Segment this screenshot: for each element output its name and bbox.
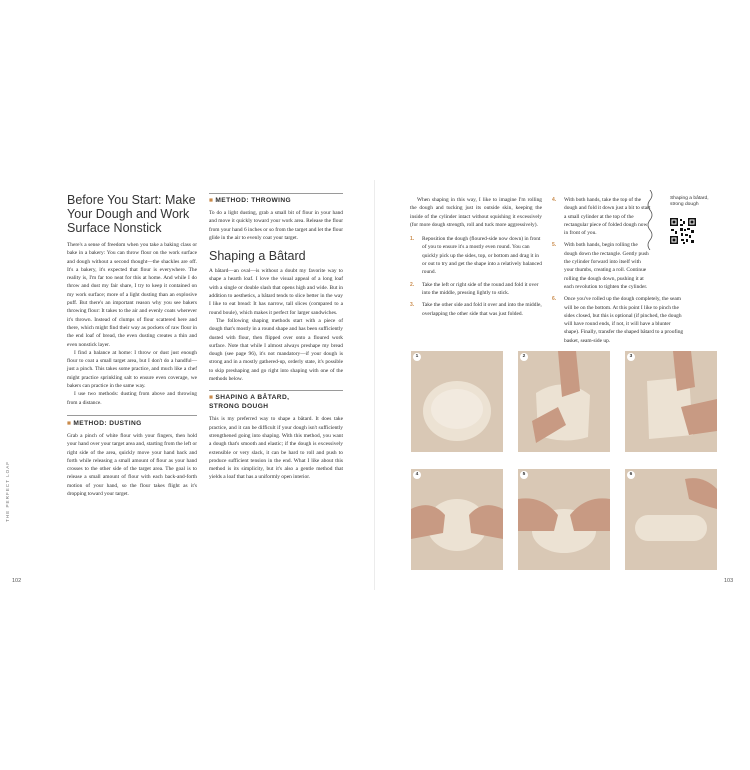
intro-paragraph-3: I use two methods: dusting from above and throwing from a distance. bbox=[67, 391, 197, 406]
step-photo-1 bbox=[411, 351, 503, 452]
step-badge: 6 bbox=[627, 471, 635, 479]
divider bbox=[67, 415, 197, 416]
shaping-paragraph-1: A bâtard—an oval—is without a doubt my favorite way to shape a hearth loaf. I love the visual appeal of a long loaf with a single or double slash that opens high and wide. But in addition to aesthetics, a bâtard tends to slice better in the way I like to eat bread: It has narrow, tall slices (compared to a round boule), which makes it perfect for larger sandwiches. bbox=[209, 268, 343, 316]
step-photo-2 bbox=[518, 351, 610, 452]
step-item: 3. Take the other side and fold it over and into the middle, overlapping the other side that was just folded. bbox=[410, 302, 542, 317]
rolling-photo bbox=[518, 469, 610, 570]
qr-code-icon[interactable] bbox=[669, 217, 697, 245]
strong-dough-text: This is my preferred way to shape a bâtard. It does take practice, and it can be difficult if your dough isn't sufficiently strengthened going into shaping. With this method, you want a dough that's smooth and elastic; if the dough is excessively extensible or very slack, it can be hard to roll and push to produce sufficient tension in the end. What I like about this method is its simplicity, but it's also a gentle method that yields a loaf that has a uniformly open interior. bbox=[209, 416, 343, 481]
intro-paragraph-1: There's a sense of freedom when you take a baking class or bake in a bakery: You can throw flour on the work surface and dough without a second thought—the shackles are off. It's a bakery, it's expected that flour is everywhere. The reality is, I'm far too neat for this at home. And while I do throw and dust my fair share, I try to keep it contained on my work surface; more of a light dusting than an explosive puff. But there's an important reason why you see bakers throwing flour: It takes to the air and evenly coats wherever it's thrown. Instead of clumps of flour scattered here and there, which might find their way as pockets of raw flour in the end loaf of bread, the even dusting creates a thin and even nonstick layer. bbox=[67, 242, 197, 348]
method-dusting-heading: ■ METHOD: DUSTING bbox=[67, 419, 142, 427]
section-heading-before-you-start: Before You Start: Make Your Dough and Work Surface Nonstick bbox=[67, 193, 196, 235]
bullet-square-icon: ■ bbox=[209, 394, 214, 402]
shaping-paragraph-2: The following shaping methods start with a piece of dough that's mostly in a round shape and has been sufficiently dusted with flour, then flipped over onto a floured work surface. Note that while I almost always preshape my bread dough (see page 96), it's not mandatory—if your dough is strong and in a mostly gathered-up, orderly state, it's possible to skip preshaping and go right into shaping with one of the methods below. bbox=[209, 317, 343, 383]
running-head: THE PERFECT LOAF bbox=[5, 460, 10, 522]
step-item: 6. Once you've rolled up the dough completely, the seam will be on the bottom. At this point I like to pinch the sides closed, but this is optional (if pinched, the dough will have round ends, if not, it will have a blunter shape). Finally, transfer the shaped bâtard to a proofing basket, seam-side up. bbox=[552, 296, 684, 344]
middle-column bbox=[209, 193, 343, 482]
fold-left-photo bbox=[518, 351, 610, 452]
intro-paragraph-2: I find a balance at home: I throw or dust just enough flour to coat a small target area, but I don't do a handful—just a pinch. This takes some practice, and much like a chef might practice sprinkling salt to ensure even coverage, we bakers can practice in the same way. bbox=[67, 349, 197, 390]
step-photo-5 bbox=[518, 469, 610, 570]
bullet-square-icon: ■ bbox=[209, 197, 214, 204]
step-photo-6 bbox=[625, 469, 717, 570]
right-text-column-1 bbox=[410, 196, 542, 322]
shaping-text bbox=[209, 267, 343, 383]
steps-list-2 bbox=[552, 196, 684, 345]
shaping-heading: Shaping a Bâtard bbox=[209, 249, 306, 264]
step-item: 2. Take the left or right side of the round and fold it over into the middle, pressing lightly to stick. bbox=[410, 281, 539, 296]
page-number-right: 103 bbox=[724, 578, 734, 584]
step-badge: 5 bbox=[520, 471, 528, 479]
step-item: 5. With both hands, begin rolling the dough down the rectangle. Gently push the cylinder forward into itself with your thumbs, creating a roll. Continue rolling the dough down, pushing it at each revolution to tighten the cylinder. bbox=[552, 242, 649, 290]
step-badge: 4 bbox=[413, 471, 421, 479]
page-number-left: 102 bbox=[12, 578, 22, 584]
roll-start-photo bbox=[411, 469, 503, 570]
squiggle-divider-icon bbox=[646, 190, 654, 250]
intro-text bbox=[67, 241, 197, 407]
method-dusting-text: Grab a pinch of white flour with your fingers, then hold your hand over your target area and, starting from the left or right side of the area, quickly move your hand back and forth while releasing a small amount of flour as your hand crosses to the other side of the target area. The goal is to release a small amount of flour with each back-and-forth motion of your hand, so the flour takes flight as it's dropping toward your target. bbox=[67, 432, 197, 498]
dough-round-photo bbox=[411, 351, 503, 452]
step-item: 4. With both hands, take the top of the dough and fold it down just a bit to start a small cylinder at the top of the rectangular piece of folded dough now in front of you. bbox=[552, 197, 651, 237]
shaped-batard-photo bbox=[625, 469, 717, 570]
fold-right-photo bbox=[625, 351, 717, 452]
right-page bbox=[375, 0, 750, 770]
bullet-square-icon: ■ bbox=[67, 419, 72, 427]
step-badge: 1 bbox=[413, 353, 421, 361]
step-photo-4 bbox=[411, 469, 503, 570]
steps-list-1 bbox=[410, 235, 542, 318]
strong-dough-heading: ■ SHAPING A BÂTARD, STRONG DOUGH bbox=[209, 394, 290, 411]
qr-caption: Shaping a bâtard, strong dough bbox=[670, 196, 709, 208]
divider bbox=[209, 390, 343, 391]
strong-dough-continued: When shaping in this way, I like to imagine I'm rolling the dough and tucking just its outside skin, keeping the inside of the cylinder intact without squishing it excessively (for more dough strength, roll and tuck more aggressively). bbox=[410, 197, 542, 228]
step-item: 1. Reposition the dough (floured-side now down) in front of you to ensure it's a mostly even round. You can quickly pick up the sides, top, or bottom and drag it in or out to try and get the shape into a relatively balanced round. bbox=[410, 236, 542, 276]
method-throwing-text: To do a light dusting, grab a small bit of flour in your hand and move it quickly toward your work area. Release the flour from your hand 6 inches or so from the target and let the flour glide in the air to evenly coat your target. bbox=[209, 210, 343, 241]
step-photo-3 bbox=[625, 351, 717, 452]
step-badge: 2 bbox=[520, 353, 528, 361]
divider bbox=[209, 193, 343, 194]
left-column bbox=[67, 193, 197, 498]
method-throwing-heading: ■ METHOD: THROWING bbox=[209, 197, 292, 204]
right-text-column-2 bbox=[552, 196, 684, 349]
step-badge: 3 bbox=[627, 353, 635, 361]
